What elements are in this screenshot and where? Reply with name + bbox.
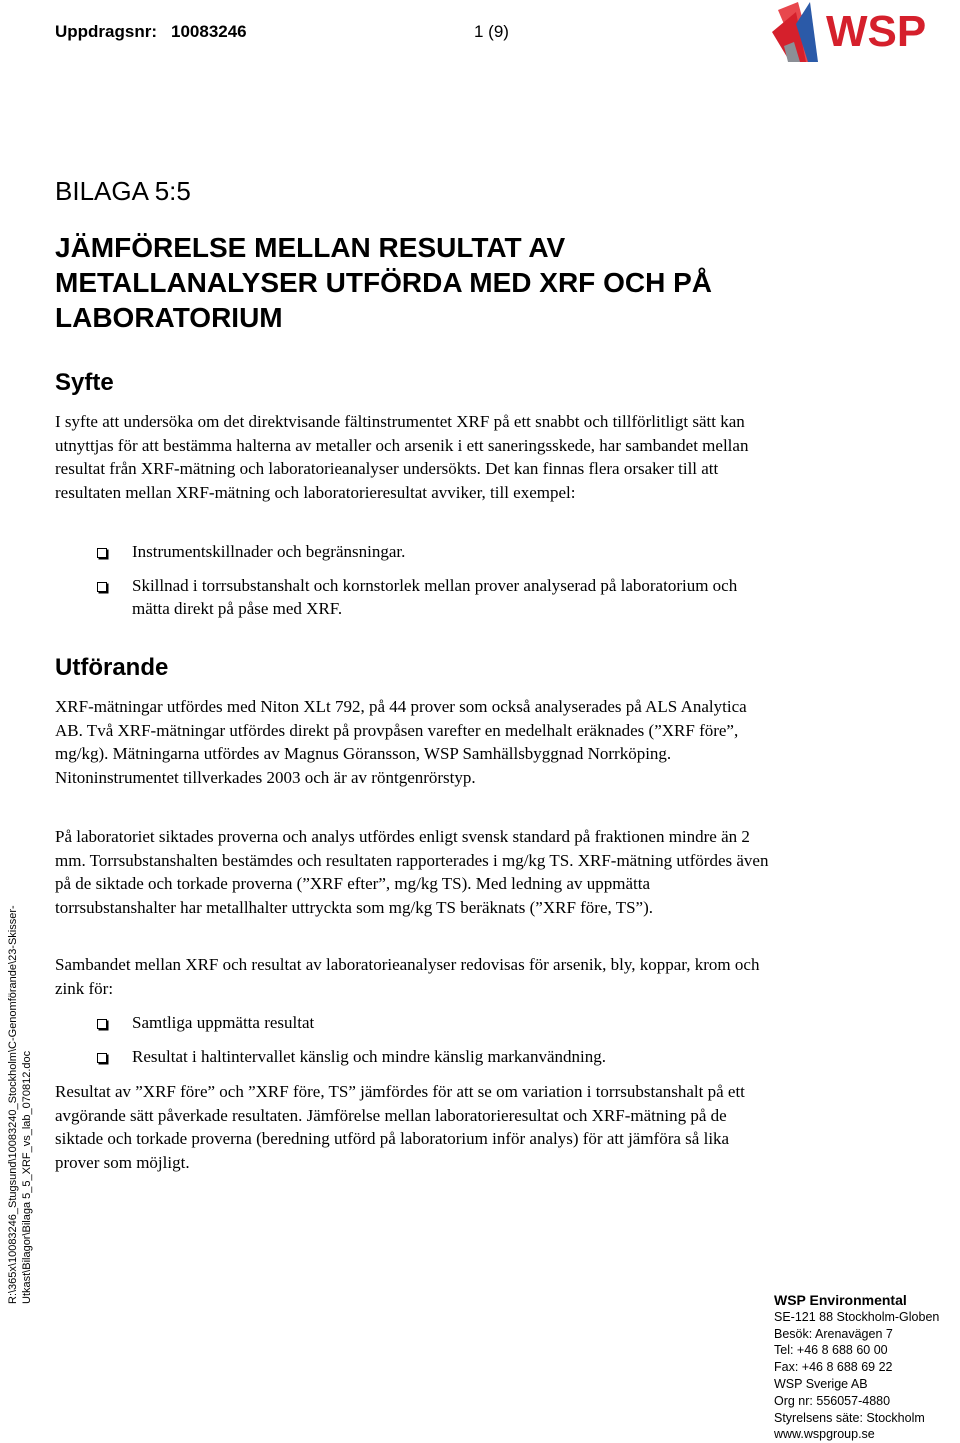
file-path-line-1: R:\365x\10083246_Stugsund\10083240_Stockholm\C-Genomförande\23-Skisser- (7, 905, 19, 1304)
contact-line: Fax: +46 8 688 69 22 (774, 1360, 893, 1375)
list-item-text: Skillnad i torrsubstanshalt och kornstorlek mellan prover analyserad på laboratorium och mätta direkt på påse med XRF. (132, 575, 738, 619)
job-label: Uppdragsnr: (55, 22, 157, 41)
contact-line: SE-121 88 Stockholm-Globen (774, 1309, 940, 1324)
file-path-line-2: Utkast\Bilagor\Bilaga 5_5_XRF_vs_lab_070812.doc (21, 1050, 33, 1304)
checkbox-bullet-icon (97, 1053, 107, 1063)
list-item (94, 1011, 774, 1035)
checkbox-bullet-icon (97, 548, 107, 558)
contact-line: Tel: +46 8 688 60 00 (774, 1343, 888, 1358)
list-item-text: Samtliga uppmätta resultat (132, 1013, 315, 1032)
job-number-line (55, 22, 247, 42)
list-item (94, 1045, 774, 1069)
list-item-text: Resultat i haltintervallet känslig och mindre känslig markanvändning. (132, 1046, 606, 1066)
contact-line: WSP Sverige AB (774, 1376, 868, 1391)
execution-paragraph-4: Resultat av ”XRF före” och ”XRF före, TS” jämfördes för att se om variation i torrsubstanshalt på ett avgörande sätt påverkade resultaten. Jämförelse mellan laboratorieresultat och XRF-mätning på de siktade och torkade proverna (beredning utförd på laboratorium inför analys) för att jämföra så lika prover som möjligt. (55, 1082, 745, 1172)
job-number: 10083246 (171, 22, 247, 41)
annex-label: BILAGA 5:5 (55, 176, 191, 206)
logo-text: WSP (826, 7, 927, 56)
list-item-text: Instrumentskillnader och begränsningar. (132, 542, 406, 561)
purpose-paragraph: I syfte att undersöka om det direktvisande fältinstrumentet XRF på ett snabbt och tillförlitligt sätt kan utnyttjas för att bestämma halterna av metaller och arsenik i ett saneringsskede, har sambandet mellan resultat från XRF-mätning och laboratorieanalyser undersökts. Det kan finnas flera orsaker till att resultaten mellan XRF-mätning och laboratorieresultat avviker, till exempel: (55, 412, 749, 502)
wsp-logo (770, 2, 960, 64)
page-title: JÄMFÖRELSE MELLAN RESULTAT AV METALLANALYSER UTFÖRDA MED XRF OCH PÅ LABORATORIUM (55, 232, 712, 333)
company-name: WSP Environmental (774, 1292, 907, 1308)
file-path-sidebar (6, 905, 34, 1304)
contact-line: Styrelsens säte: Stockholm (774, 1410, 925, 1425)
execution-paragraph-2: På laboratoriet siktades proverna och analys utfördes enligt svensk standard på fraktionen mindre än 2 mm. Torrsubstanshalten bestämdes och resultaten rapporterades i mg/kg TS. XRF-mätning utfördes även på de siktade och torkade proverna (”XRF efter”, mg/kg TS). Med ledning av uppmätta torrsubstanshalter har metallhalter uttryckta som mg/kg TS beräknats (”XRF före, TS”). (55, 827, 769, 917)
execution-paragraph-1: XRF-mätningar utfördes med Niton XLt 792, på 44 prover som också analyserades på ALS Analytica AB. Två XRF-mätningar utfördes direkt på provpåsen varefter en medelhalt eräknades (”XRF före”, mg/kg). Mätningarna utfördes av Magnus Göransson, WSP Samhällsbyggnad Norrköping. Nitoninstrumentet tillverkades 2003 och är av röntgenrörstyp. (55, 697, 747, 787)
wsp-logo-graphic (770, 2, 960, 64)
section-heading-purpose: Syfte (55, 369, 114, 396)
company-contact-block (774, 1292, 939, 1443)
checkbox-bullet-icon (97, 582, 107, 592)
contact-line: Org nr: 556057-4880 (774, 1393, 891, 1408)
list-item (94, 574, 774, 621)
purpose-bullet-list (94, 540, 774, 631)
section-heading-execution: Utförande (55, 654, 169, 681)
website-link[interactable]: www.wspgroup.se (774, 1427, 875, 1442)
contact-line: Besök: Arenavägen 7 (774, 1326, 893, 1341)
execution-bullet-list (94, 1011, 774, 1078)
list-item (94, 540, 774, 564)
checkbox-bullet-icon (97, 1019, 107, 1029)
page-number: 1 (9) (474, 22, 509, 41)
execution-paragraph-3: Sambandet mellan XRF och resultat av laboratorieanalyser redovisas för arsenik, bly, koppar, krom och zink för: (55, 955, 760, 998)
